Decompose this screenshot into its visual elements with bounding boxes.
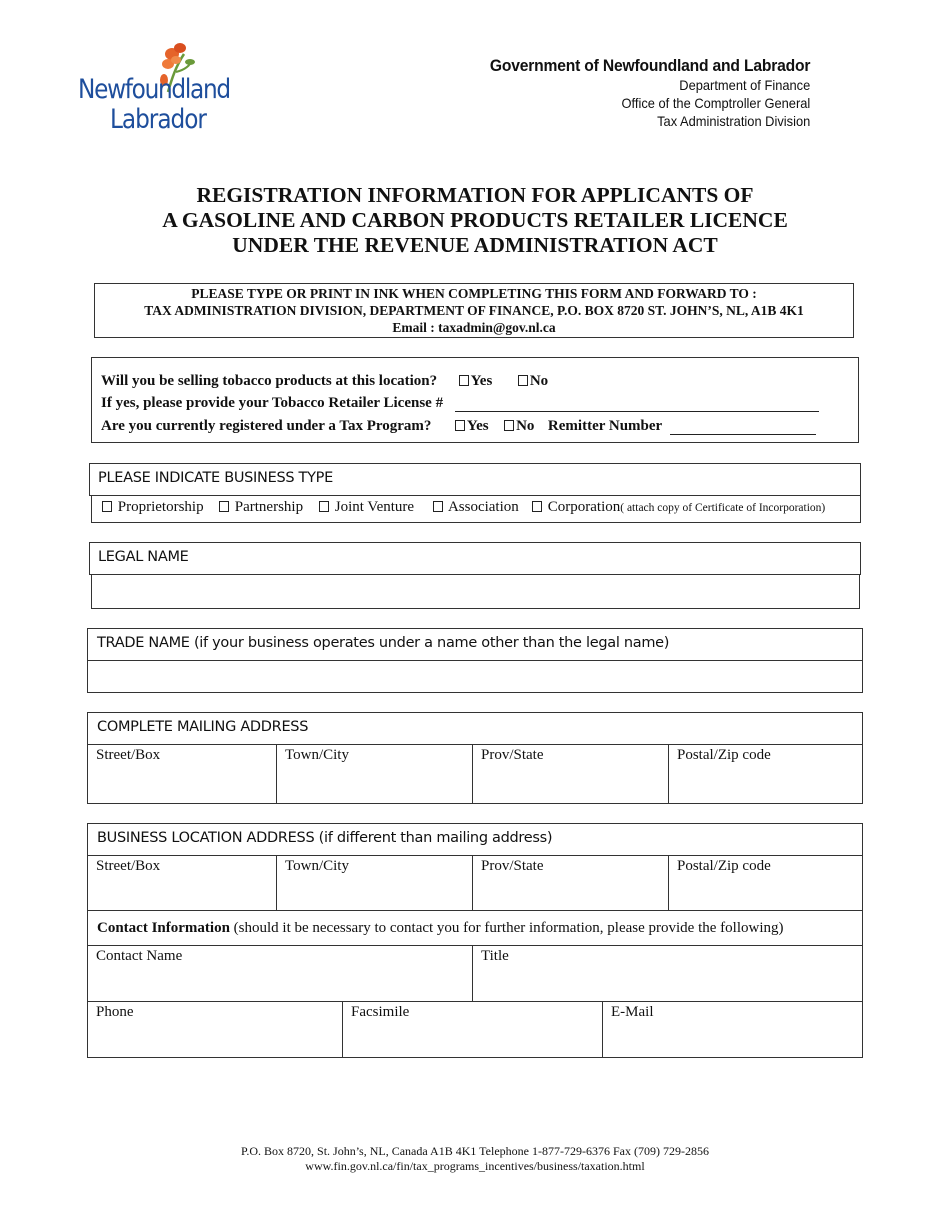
location-postal-field[interactable]	[669, 856, 862, 910]
option-association[interactable]	[433, 499, 519, 516]
footer	[0, 1144, 950, 1174]
instructions-line-1: PLEASE TYPE OR PRINT IN INK WHEN COMPLETING THIS FORM AND FORWARD TO :	[191, 286, 757, 301]
mailing-address-fields	[87, 745, 863, 804]
corporation-note: ( attach copy of Certificate of Incorporation)	[620, 502, 826, 514]
title-line-1: REGISTRATION INFORMATION FOR APPLICANTS OF	[196, 183, 754, 207]
mailing-address-title: COMPLETE MAILING ADDRESS	[97, 719, 309, 735]
contact-information-title: Contact Information	[97, 920, 230, 936]
tobacco-license-label: If yes, please provide your Tobacco Retailer License #	[101, 395, 444, 411]
form-title	[100, 183, 850, 258]
contact-information-label	[87, 911, 863, 946]
mailing-prov-field[interactable]	[473, 745, 669, 803]
tobacco-yes-label: Yes	[470, 373, 493, 389]
phone-label: Phone	[96, 1004, 134, 1020]
mailing-street-label: Street/Box	[96, 747, 161, 763]
proprietorship-label: Proprietorship	[117, 499, 204, 515]
phone-field[interactable]	[88, 1002, 343, 1057]
title-line-3: UNDER THE REVENUE ADMINISTRATION ACT	[232, 233, 718, 257]
logo-text-top: Newfoundland	[78, 74, 230, 105]
mailing-street-field[interactable]	[88, 745, 277, 803]
joint-venture-label: Joint Venture	[334, 499, 415, 515]
location-address-title: BUSINESS LOCATION ADDRESS (if different than mailing address)	[97, 830, 553, 846]
government-logo	[76, 42, 256, 138]
tax-program-yes-label: Yes	[466, 418, 489, 434]
tobacco-yes-checkbox[interactable]	[459, 375, 469, 386]
remitter-number-label: Remitter Number	[547, 418, 662, 434]
tax-program-row	[101, 418, 816, 435]
business-type-title: PLEASE INDICATE BUSINESS TYPE	[98, 470, 333, 486]
association-checkbox[interactable]	[433, 501, 443, 512]
tobacco-no-checkbox[interactable]	[518, 375, 528, 386]
corporation-checkbox[interactable]	[532, 501, 542, 512]
tax-program-no-label: No	[516, 418, 535, 434]
location-prov-field[interactable]	[473, 856, 669, 910]
government-heading	[462, 56, 810, 130]
remitter-number-input[interactable]	[670, 420, 816, 435]
mailing-town-label: Town/City	[285, 747, 349, 763]
tobacco-question	[101, 373, 548, 390]
association-label: Association	[447, 499, 519, 515]
legal-name-title: LEGAL NAME	[98, 549, 189, 565]
mailing-prov-label: Prov/State	[481, 747, 544, 763]
tax-program-yes-checkbox[interactable]	[455, 420, 465, 431]
proprietorship-checkbox[interactable]	[102, 501, 112, 512]
contact-title-field[interactable]	[473, 946, 862, 1001]
trade-name-header	[87, 628, 863, 661]
government-name: Government of Newfoundland and Labrador	[489, 56, 810, 75]
mailing-address-header	[87, 712, 863, 745]
instructions-email: Email : taxadmin@gov.nl.ca	[392, 320, 556, 335]
location-address-header	[87, 823, 863, 856]
contact-name-field[interactable]	[88, 946, 473, 1001]
contact-name-row	[87, 945, 863, 1002]
tobacco-license-input[interactable]	[455, 397, 819, 412]
tobacco-section	[91, 357, 859, 443]
partnership-checkbox[interactable]	[219, 501, 229, 512]
option-partnership[interactable]	[219, 499, 303, 516]
partnership-label: Partnership	[234, 499, 304, 515]
department-name: Department of Finance	[678, 77, 810, 93]
location-town-label: Town/City	[285, 858, 349, 874]
email-label: E-Mail	[611, 1004, 654, 1020]
location-address-fields	[87, 856, 863, 911]
location-prov-label: Prov/State	[481, 858, 544, 874]
option-proprietorship[interactable]	[102, 499, 204, 516]
joint-venture-checkbox[interactable]	[319, 501, 329, 512]
trade-name-title: TRADE NAME (if your business operates under a name other than the legal name)	[97, 635, 670, 651]
business-type-header	[89, 463, 861, 496]
facsimile-field[interactable]	[343, 1002, 603, 1057]
title-line-2: A GASOLINE AND CARBON PRODUCTS RETAILER LICENCE	[162, 208, 788, 232]
tobacco-license-row	[101, 395, 819, 412]
location-town-field[interactable]	[277, 856, 473, 910]
legal-name-input[interactable]	[91, 575, 860, 609]
office-name: Office of the Comptroller General	[621, 95, 810, 111]
email-field[interactable]	[603, 1002, 862, 1057]
business-type-options	[91, 496, 861, 523]
contact-phone-row	[87, 1001, 863, 1058]
mailing-town-field[interactable]	[277, 745, 473, 803]
tax-program-label: Are you currently registered under a Tax Program?	[101, 418, 432, 434]
instructions-line-2: TAX ADMINISTRATION DIVISION, DEPARTMENT OF FINANCE, P.O. BOX 8720 ST. JOHN’S, NL, A1B 4K1	[144, 303, 804, 318]
option-joint-venture[interactable]	[319, 499, 414, 516]
mailing-postal-label: Postal/Zip code	[677, 747, 771, 763]
contact-title-label: Title	[481, 948, 509, 964]
tax-program-no-checkbox[interactable]	[504, 420, 514, 431]
facsimile-label: Facsimile	[351, 1004, 410, 1020]
tobacco-question-label: Will you be selling tobacco products at this location?	[101, 373, 438, 389]
corporation-label: Corporation	[547, 499, 621, 515]
contact-name-label: Contact Name	[96, 948, 183, 964]
option-corporation[interactable]	[532, 499, 825, 516]
footer-address: P.O. Box 8720, St. John’s, NL, Canada A1B 4K1 Telephone 1-877-729-6376 Fax (709) 729-2856	[241, 1144, 709, 1158]
footer-url: www.fin.gov.nl.ca/fin/tax_programs_incentives/business/taxation.html	[305, 1159, 645, 1173]
trade-name-input[interactable]	[87, 661, 863, 693]
logo-text-bottom: Labrador	[110, 104, 206, 135]
instructions-box	[94, 283, 854, 338]
location-street-label: Street/Box	[96, 858, 161, 874]
contact-information-note: (should it be necessary to contact you for further information, please provide the following)	[229, 920, 784, 936]
location-postal-label: Postal/Zip code	[677, 858, 771, 874]
tobacco-no-label: No	[529, 373, 549, 389]
location-street-field[interactable]	[88, 856, 277, 910]
division-name: Tax Administration Division	[656, 113, 810, 129]
legal-name-header	[89, 542, 861, 575]
mailing-postal-field[interactable]	[669, 745, 862, 803]
